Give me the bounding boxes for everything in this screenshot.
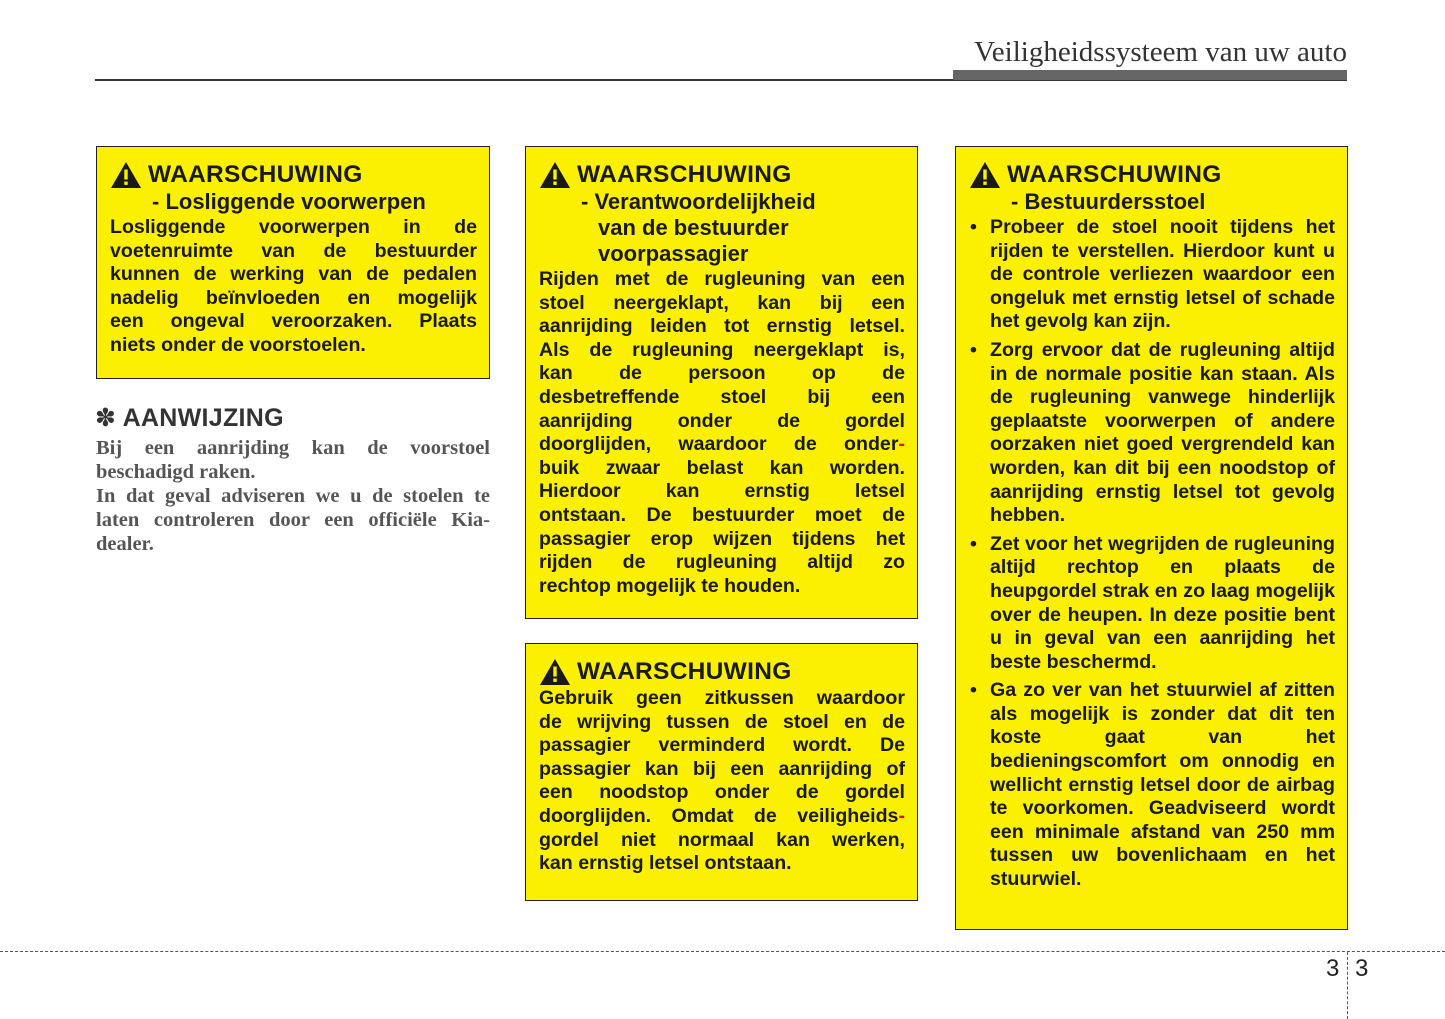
body-line: voetenruimte van de bestuurder [110, 239, 477, 262]
body-text: doorglijden. Omdat de veiligheids [539, 804, 899, 827]
note-line: beschadigd raken. [96, 461, 256, 483]
note-body [96, 436, 490, 556]
page-number: 3 [1355, 955, 1369, 982]
hyphen: - [898, 804, 905, 827]
warning-body [110, 216, 477, 358]
body-line: rijden de rugleuning altijd zo [539, 551, 905, 574]
warning-triangle-icon [110, 161, 142, 189]
body-line [539, 433, 905, 457]
body-line: niets onder de voorstoelen. [110, 333, 366, 356]
body-line: Rijden met de rugleuning van een [539, 268, 905, 290]
body-line: passagier kan bij een aanrijding of [539, 757, 905, 780]
body-line: desbetreffende stoel bij een [539, 385, 905, 408]
body-line: aanrijding onder de gordel [539, 409, 905, 432]
warning-box-seat-cushion [525, 643, 918, 901]
warning-title: WAARSCHUWING [577, 161, 792, 188]
header-accent-bar [953, 70, 1347, 80]
subtitle-line: van de bestuurder [598, 215, 789, 240]
warning-body [539, 687, 905, 876]
warning-body [539, 268, 905, 598]
body-line: een ongeval veroorzaken. Plaats [110, 310, 477, 333]
subtitle-line: - Verantwoordelijkheid [581, 189, 816, 214]
note-line: In dat geval adviseren we u de stoelen te [96, 485, 490, 507]
body-line: kan ernstig letsel ontstaan. [539, 852, 792, 875]
warning-title: WAARSCHUWING [1007, 161, 1222, 188]
warning-bullet-list [969, 216, 1335, 892]
warning-box-driver-responsibility [525, 146, 918, 619]
list-item: • Zet voor het wegrijden de rugleuning altijd rechtop en plaats de heupgordel strak en zo laag mogelijk over de heupen. In deze positie bent u in geval van een aanrijding het beste beschermd. [969, 533, 1335, 675]
body-line: een noodstop onder de gordel [539, 781, 905, 804]
warning-triangle-icon [539, 658, 571, 686]
body-line: Als de rugleuning neergeklapt is, [539, 338, 905, 361]
body-line: stoel neergeklapt, kan bij een [539, 291, 905, 314]
body-line: de wrijving tussen de stoel en de [539, 710, 905, 733]
list-item: • Probeer de stoel nooit tijdens het rijden te verstellen. Hierdoor kunt u de controle verliezen waardoor een ongeluk met ernstig letsel of schade het gevolg kan zijn. [969, 216, 1335, 334]
warning-title: WAARSCHUWING [577, 658, 792, 685]
footer-divider [1347, 952, 1348, 1019]
warning-box-loose-objects [96, 146, 490, 379]
warning-box-driver-seat [955, 146, 1348, 930]
body-line [539, 805, 905, 829]
subtitle-line: voorpassagier [598, 241, 749, 266]
body-line: passagier erop wijzen tijdens het [539, 527, 905, 550]
body-line: gordel niet normaal kan werken, [539, 828, 905, 851]
body-line: Gebruik geen zitkussen waardoor [539, 687, 905, 709]
body-line: nadelig beïnvloeden en mogelijk [110, 286, 477, 309]
page-header-title: Veiligheidssysteem van uw auto [974, 36, 1347, 68]
footer-rule [0, 951, 1445, 952]
body-text: doorglijden, waardoor de onder [539, 433, 899, 456]
body-line: Hierdoor kan ernstig letsel [539, 480, 905, 503]
body-line: kan de persoon op de [539, 362, 905, 385]
warning-subtitle: - Bestuurdersstoel [1011, 189, 1206, 214]
body-line: Losliggende voorwerpen in de [110, 216, 477, 238]
body-line: passagier verminderd wordt. De [539, 734, 905, 757]
hyphen: - [898, 433, 905, 456]
warning-subtitle: - Losliggende voorwerpen [152, 189, 426, 214]
list-item: • Ga zo ver van het stuurwiel af zitten als mogelijk is zonder dat dit ten koste gaat van het bedieningscomfort om onnodig en wellicht ernstig letsel door de airbag te voorkomen. Geadviseerd wordt een minimale afstand van 250 mm tussen uw bovenlichaam en het stuurwiel. [969, 679, 1335, 891]
note-line: laten controleren door een officiële Kia- [96, 509, 490, 531]
note-line: dealer. [96, 533, 154, 555]
note-line: Bij een aanrijding kan de voorstoel [96, 437, 490, 459]
body-line: aanrijding leiden tot ernstig letsel. [539, 315, 905, 338]
note-title: ✽ AANWIJZING [95, 404, 284, 432]
warning-triangle-icon [969, 161, 1001, 189]
body-line: rechtop mogelijk te houden. [539, 574, 801, 597]
warning-subtitle [539, 189, 905, 267]
chapter-number: 3 [1326, 955, 1340, 982]
body-line: kunnen de werking van de pedalen [110, 263, 477, 286]
warning-triangle-icon [539, 161, 571, 189]
body-line: ontstaan. De bestuurder moet de [539, 503, 905, 526]
warning-title: WAARSCHUWING [148, 161, 363, 188]
body-line: buik zwaar belast kan worden. [539, 456, 905, 479]
list-item: • Zorg ervoor dat de rugleuning altijd in de normale positie kan staan. Als de rugleuning vanwege hinderlijk geplaatste voorwerpen of andere oorzaken niet goed vergrendeld kan worden, kan dit bij een noodstop of aanrijding ernstig letsel tot gevolg hebben. [969, 339, 1335, 528]
